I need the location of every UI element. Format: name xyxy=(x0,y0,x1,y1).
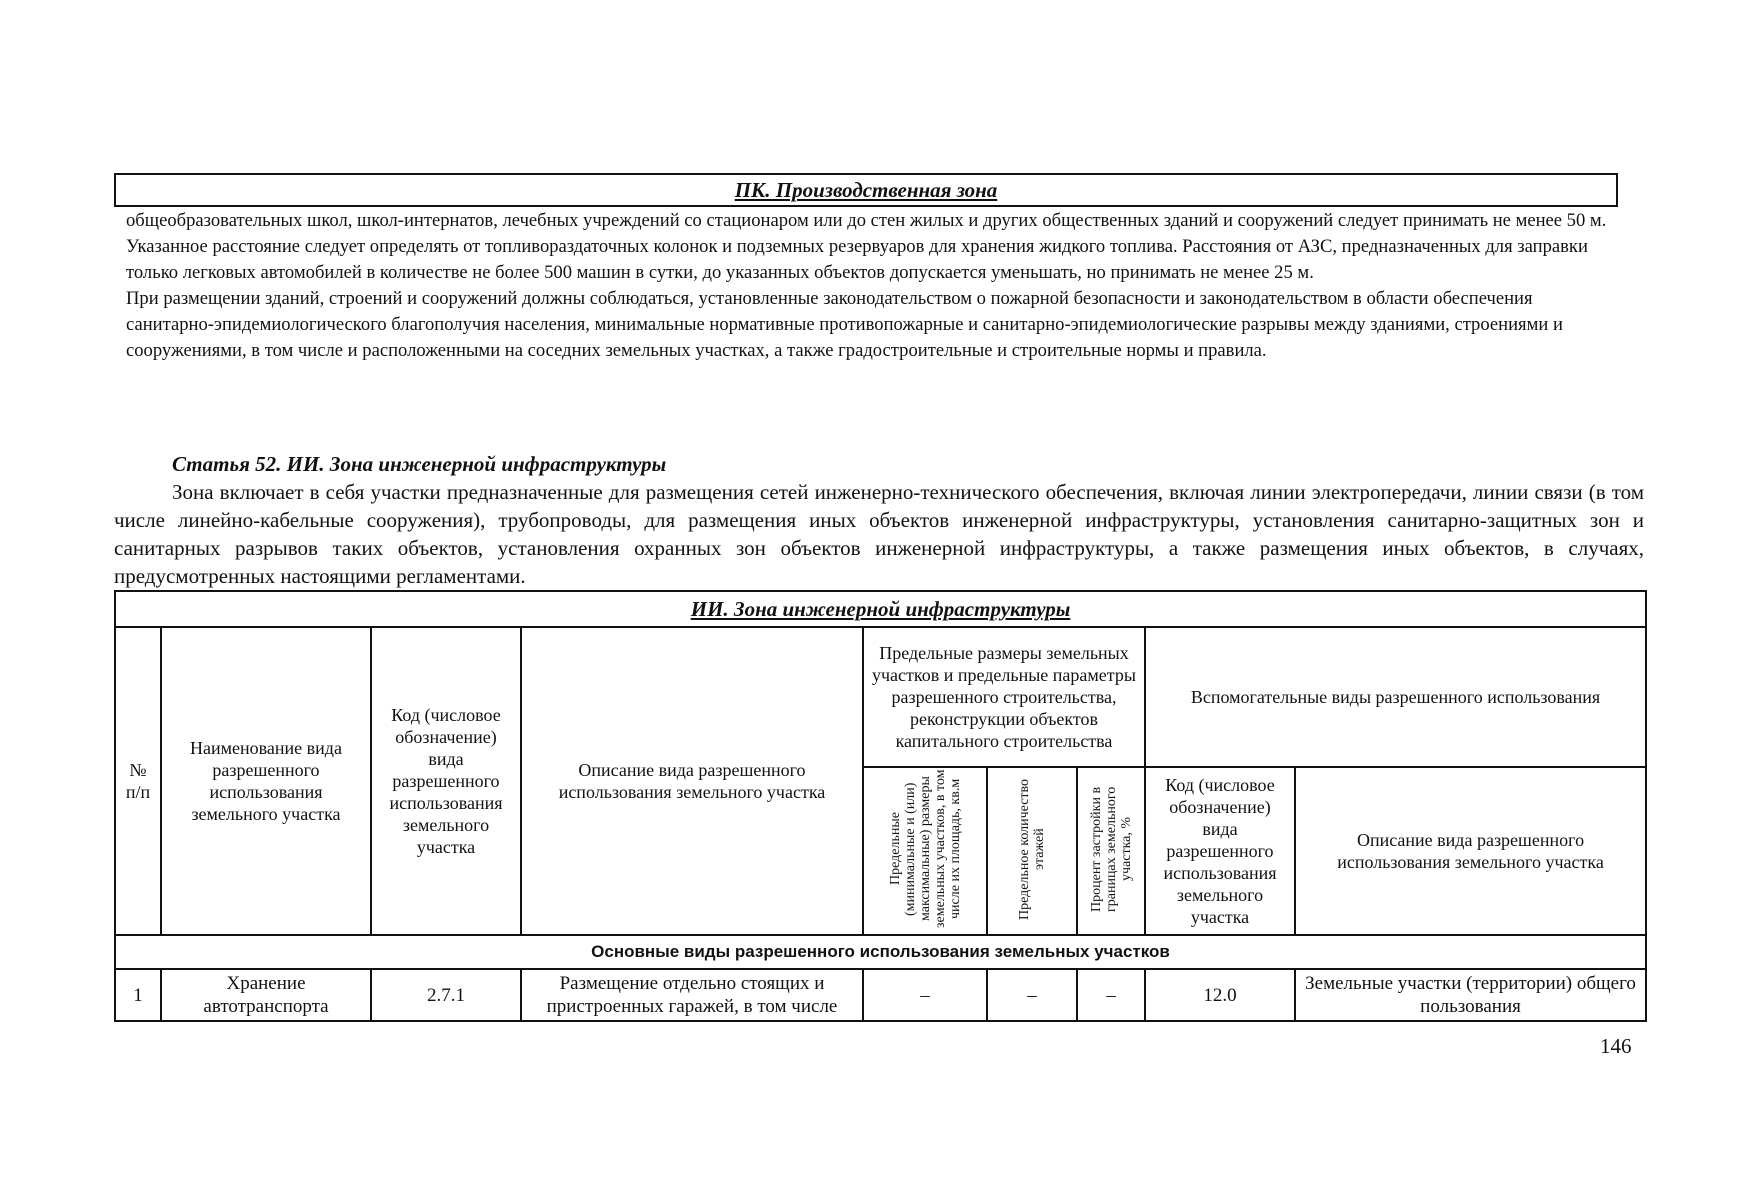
header-limits-group: Предельные размеры земельных участков и предельные параметры разрешенного строительства, реконструкции объектов капитального строительства xyxy=(863,627,1145,767)
header-name: Наименование вида разрешенного использования земельного участка xyxy=(161,627,371,935)
header-limit-area-text: Предельные (минимальные и (или) максимальные) размеры земельных участков, в том числе их площадь, кв.м xyxy=(887,769,963,928)
table-title-row xyxy=(115,591,1646,627)
header-aux-description: Описание вида разрешенного использования земельного участка xyxy=(1295,767,1646,935)
header-description: Описание вида разрешенного использования земельного участка xyxy=(521,627,863,935)
row-name: Хранение автотранспорта xyxy=(161,969,371,1021)
article-title: Статья 52. ИИ. Зона инженерной инфраструктуры xyxy=(172,452,667,476)
row-aux-code: 12.0 xyxy=(1145,969,1295,1021)
row-limit-area: – xyxy=(863,969,987,1021)
table-header-row-1 xyxy=(115,627,1646,767)
header-aux-code: Код (числовое обозначение) вида разрешенного использования земельного участка xyxy=(1145,767,1295,935)
header-limit-floors-text: Предельное количество этажей xyxy=(1017,777,1047,920)
zone-header-title: ПК. Производственная зона xyxy=(734,177,998,202)
row-limit-percent: – xyxy=(1077,969,1145,1021)
section-label: Основные виды разрешенного использования земельных участков xyxy=(115,935,1646,969)
header-limit-floors xyxy=(987,767,1077,935)
header-code: Код (числовое обозначение) вида разрешенного использования земельного участка xyxy=(371,627,521,935)
table-section-row xyxy=(115,935,1646,969)
continuation-text xyxy=(126,208,1616,364)
header-limit-percent xyxy=(1077,767,1145,935)
header-limit-area xyxy=(863,767,987,935)
article-body: Зона включает в себя участки предназначенные для размещения сетей инженерно-технического обеспечения, включая линии электропередачи, линии связи (в том числе линейно-кабельные сооружения), трубопроводы, для размещения иных объектов инженерной инфраструктуры, установления санитарно-защитных зон и санитарных разрывов таких объектов, установления охранных зон объектов инженерной инфраструктуры, а также размещения иных объектов, в случаях, предусмотренных настоящими регламентами. xyxy=(114,480,1644,588)
header-num: № п/п xyxy=(115,627,161,935)
header-aux-group: Вспомогательные виды разрешенного использования xyxy=(1145,627,1646,767)
zone-header-box xyxy=(114,173,1618,207)
row-num: 1 xyxy=(115,969,161,1021)
page-number: 146 xyxy=(1600,1034,1632,1058)
row-description: Размещение отдельно стоящих и пристроенных гаражей, в том числе xyxy=(521,969,863,1021)
continuation-paragraph-1: общеобразовательных школ, школ-интернатов, лечебных учреждений со стационаром или до стен жилых и других общественных зданий и сооружений следует принимать не менее 50 м. Указанное расстояние следует определять от топливораздаточных колонок и подземных резервуаров для хранения жидкого топлива. Расстояния от АЗС, предназначенных для заправки только легковых автомобилей в количестве не более 500 машин в сутки, до указанных объектов допускается уменьшать, но принимать не менее 25 м. xyxy=(126,210,1607,283)
row-code: 2.7.1 xyxy=(371,969,521,1021)
table-row xyxy=(115,969,1646,1021)
continuation-paragraph-2: При размещении зданий, строений и сооружений должны соблюдаться, установленные законодательством о пожарной безопасности и законодательством в области обеспечения санитарно-эпидемиологического благополучия населения, минимальные нормативные противопожарные и санитарно-эпидемиологические разрывы между зданиями, строениями и сооружениями, в том числе и расположенными на соседних земельных участках, а также градостроительные и строительные нормы и правила. xyxy=(126,288,1563,361)
row-aux-description: Земельные участки (территории) общего пользования xyxy=(1295,969,1646,1021)
row-limit-floors: – xyxy=(987,969,1077,1021)
regulations-table xyxy=(114,590,1647,1022)
header-limit-percent-text: Процент застройки в границах земельного участка, % xyxy=(1088,785,1134,912)
table-title: ИИ. Зона инженерной инфраструктуры xyxy=(115,591,1646,627)
